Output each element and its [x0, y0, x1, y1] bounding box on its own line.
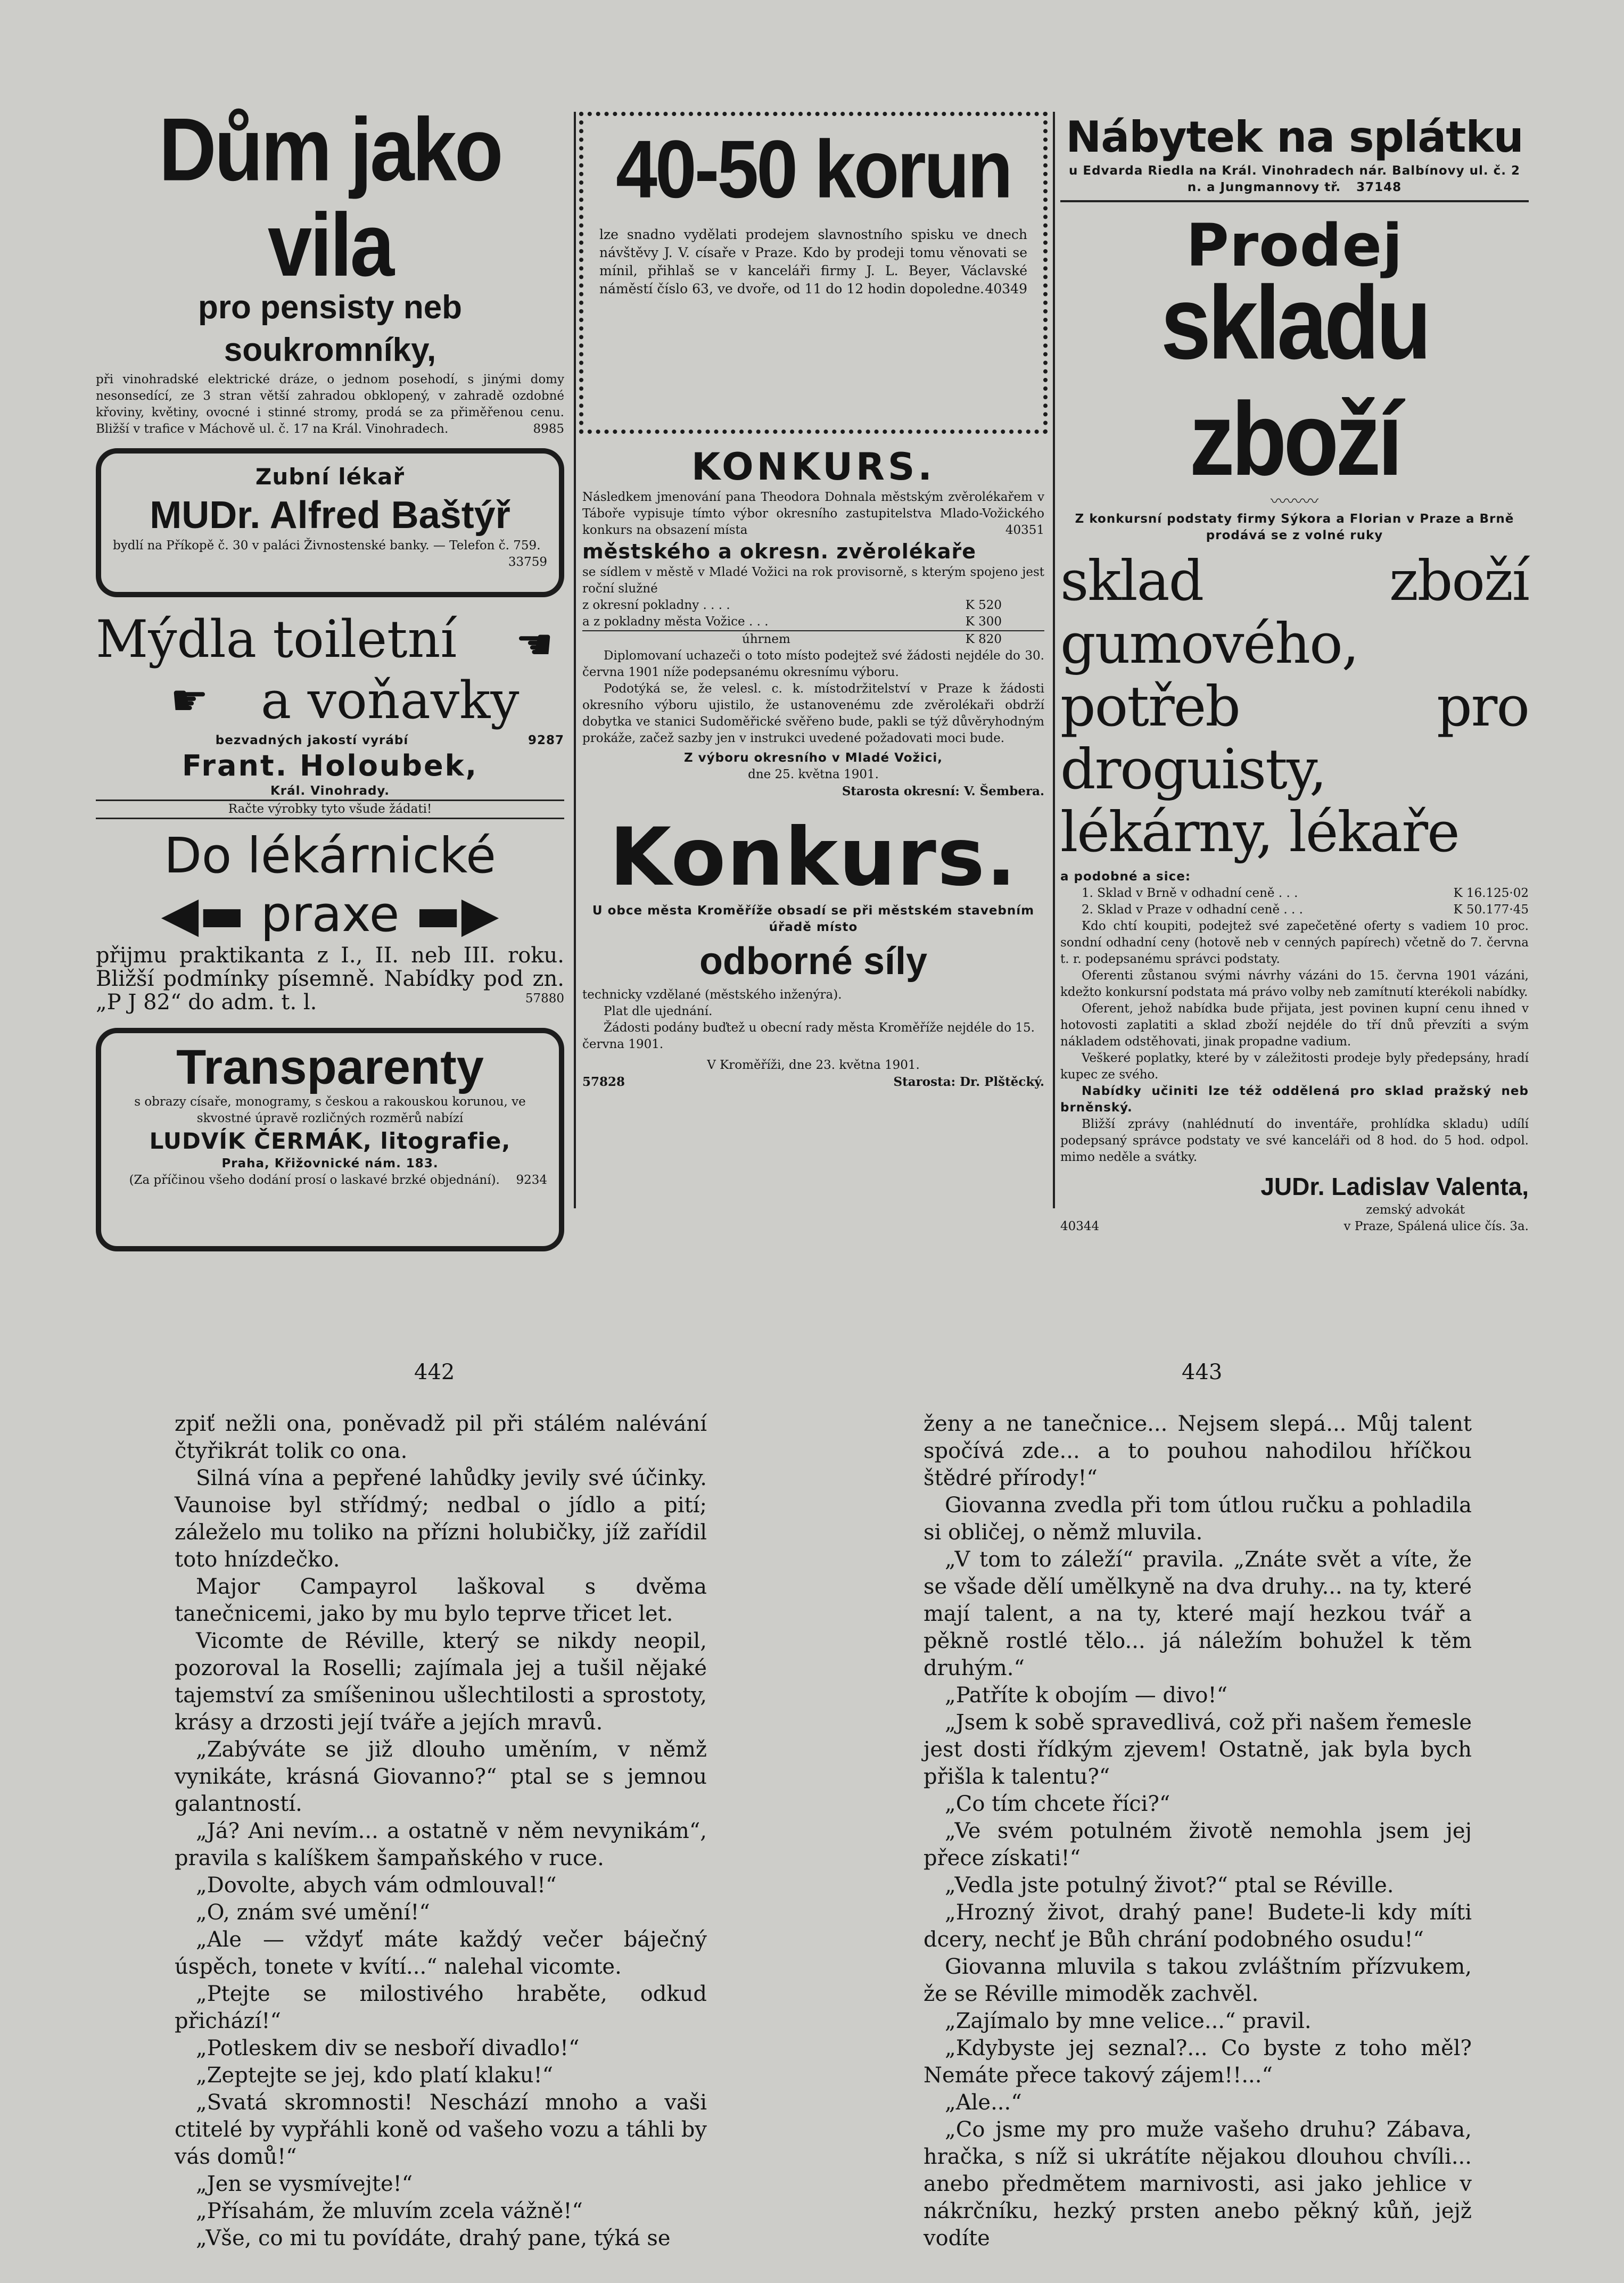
ad-prodej-footer: [1060, 1218, 1529, 1235]
ad-mydla-line1: Mýdla toiletní ☚: [96, 610, 564, 669]
ad-korun-title: 40-50 korun: [616, 123, 1011, 215]
ads-column-3: [1060, 112, 1529, 1233]
ad-praxe-code: 57880: [525, 992, 564, 1005]
book-page-right: [924, 1411, 1472, 2251]
ad-transp-address: Praha, Křižovnické nám. 183.: [221, 1157, 439, 1171]
ad-prodej-code: 40344: [1060, 1219, 1100, 1233]
ad-mydla: [96, 610, 564, 819]
ad-zubni-name: MUDr. Alfred Baštýř: [150, 494, 510, 537]
ad-dum-jako-vila: [96, 99, 564, 438]
ad-nabytek-code: 37148: [1356, 180, 1402, 194]
ad-konkurs2-text2: technicky vzdělané (městského inženýra).: [582, 988, 842, 1002]
ad-mydla-line2: ☛ a voňavky: [96, 669, 564, 732]
ad-konkurs1-row2: a z pokladny města Vožice . . . K 300: [582, 615, 1002, 629]
ad-konkurs2-title: Konkurs.: [609, 811, 1018, 904]
book-page-left: [175, 1411, 707, 2251]
ad-prodej-address: v Praze, Spálená ulice čís. 3a.: [1343, 1219, 1529, 1233]
pointing-hand-icon: ☛: [170, 675, 209, 725]
book-right-para: „Hrozný život, drahý pane! Budete-li kdy míti dcery, nechť je Bůh chrání podobného osudu!“: [924, 1900, 1472, 1952]
ad-konkurs1-date: dne 25. května 1901.: [748, 768, 879, 781]
page-number-left: 442: [414, 1360, 455, 1384]
ad-konkurs-kromeriz: [579, 812, 1048, 1090]
book-right-para: „Kdybyste jej seznal?... Co byste z toho měl? Nemáte přece takový zájem!!...“: [924, 2036, 1472, 2088]
book-right-para: „Patříte k obojím — divo!“: [945, 1683, 1228, 1708]
ad-mydla-sub: bezvadných jakostí vyrábí 9287: [96, 732, 564, 749]
book-right-para: „Zajímalo by mne velice...“ pravil.: [945, 2009, 1312, 2033]
ad-mydla-code: 9287: [527, 733, 564, 747]
ad-prodej-intro: Z konkursní podstaty firmy Sýkora a Florian v Praze a Brně prodává se z volné ruky: [1075, 512, 1514, 542]
ad-praxe-title2-row: ◀▬ praxe ▬▶: [161, 886, 499, 943]
ad-transp-firm: LUDVÍK ČERMÁK, litografie,: [149, 1128, 511, 1154]
ad-mydla-place: Král. Vinohrady.: [270, 784, 390, 798]
book-left-para: „Zeptejte se jej, kdo platí klaku!“: [196, 2063, 554, 2088]
book-right-para: „V tom to záleží“ pravila. „Znáte svět a víte, že se všade dělí umělkyně na dva druhy... na ty, které mají talent, a na ty, které mají hezkou tvář a pěkně rostlé tělo... já náležím bohužel k těm druhým.“: [924, 1547, 1472, 1680]
ad-prodej-p6: Bližší zprávy (nahlédnutí do inventáře, prohlídka skladu) udílí podepsaný správce podstaty ve své kanceláři od 8 hod. do 5 hod. odpol. mimo neděle a svátky.: [1060, 1117, 1529, 1164]
ad-konkurs2-text3: Plat dle ujednání.: [604, 1004, 713, 1018]
book-left-para: „Já? Ani nevím... a ostatně v něm nevynikám“, pravila s kalíškem šampaňského v ruce.: [175, 1819, 707, 1870]
ad-konkurs1-text2: se sídlem v městě v Mladé Vožici na rok provisorně, s kterým spojeno jest roční služné: [582, 565, 1044, 596]
ad-dum-code: 8985: [533, 422, 564, 436]
arrow-right-icon: ▬▶: [415, 886, 499, 943]
ad-prodej-sign2: zemský advokát: [1366, 1203, 1465, 1217]
ad-prodej-big: sklad zboží gumového, potřeb pro droguisty, lékárny, lékaře: [1060, 548, 1529, 864]
ad-skladu-title: skladu zboží: [1160, 265, 1429, 498]
ad-konkurs1-code: 40351: [1005, 523, 1044, 537]
ad-zubni-lekar: [96, 448, 564, 597]
ad-zubni-code: 33759: [508, 555, 547, 569]
ad-dum-title: Dům jako vila: [159, 99, 501, 295]
book-left-para: „Zabýváte se již dlouho uměním, v němž vynikáte, krásná Giovanno?“ ptal se s jemnou galantností.: [175, 1737, 707, 1816]
ad-prodej-rintro: a podobné a sice:: [1060, 870, 1191, 884]
ad-prodej-p3: Oferent, jehož nabídka bude přijata, jest povinen kupní cenu ihned v hotovosti zaplatiti a sklad zboží nejdéle do tří dnů převzíti a svým nákladem odstěhovati, jinak propadne vadium.: [1060, 1002, 1529, 1049]
ad-konkurs2-sign: Starosta: Dr. Plštěcký.: [893, 1075, 1044, 1089]
book-right-para: „Co jsme my pro muže vašeho druhu? Zábava, hračka, s níž si ukrátíte nějakou dlouhou chvíli... anebo předmětem marnivosti, asi jako jehlice v nákrčníku, hezký prsten anebo pěkný kůň, jejž vodíte: [924, 2117, 1472, 2251]
ad-konkurs2-bold: odborné síly: [699, 940, 928, 983]
ad-konkurs1-sign1: Z výboru okresního v Mladé Vožici,: [683, 751, 943, 765]
ad-transp-title: Transparenty: [176, 1040, 484, 1094]
ad-nabytek-title: Nábytek na splátku: [1066, 112, 1523, 162]
ad-praxe-title1: Do lékárnické: [164, 827, 496, 884]
book-left-para: „Svatá skromnosti! Neschází mnoho a vaši ctitelé by vypřáhli koně od vašeho vozu a táhli by vás domů!“: [175, 2090, 707, 2169]
ad-nabytek-sub: u Edvarda Riedla na Král. Vinohradech nár. Balbínovy ul. č. 2 n. a Jungmannovy tř. 37148: [1060, 163, 1529, 202]
ad-transparenty: [96, 1028, 564, 1251]
ad-konkurs-zverolekar: [579, 444, 1048, 800]
ad-transp-code: 9234: [516, 1173, 547, 1187]
ad-konkurs1-title: KONKURS.: [691, 445, 935, 489]
book-left-para: „Vše, co mi tu povídáte, drahý pane, týká se: [196, 2226, 671, 2251]
ad-praxe: [96, 827, 564, 1014]
ad-transp-note: (Za příčinou všeho dodání prosí o laskavé brzké objednání). 9234: [113, 1172, 547, 1189]
book-left-para: „Ale — vždyť máte každý večer báječný úspěch, tonete v kvítí...“ nalehal vicomte.: [175, 1927, 707, 1979]
book-left-para: Vicomte de Réville, který se nikdy neopil, pozoroval la Roselli; zajímala jej a tušil nějaké tajemství za smíšeninou ušlechtilosti a sprostoty, krásy a drzosti její tváře a jejích mravů.: [175, 1629, 707, 1735]
ad-konkurs1-text: Následkem jmenování pana Theodora Dohnala městským zvěrolékařem v Táboře vypisuje tímto výbor okresního zastupitelstva Mlado-Vožického konkurs na obsazení místa 40351: [582, 489, 1044, 539]
ad-korun-code: 40349: [985, 281, 1027, 296]
ad-zubni-text: bydlí na Příkopě č. 30 v paláci Živnostenské banky. — Telefon č. 759. 33759: [113, 538, 547, 554]
book-right-para: „Jsem k sobě spravedlivá, což při našem řemesle jest dosti řídkým zjevem! Ostatně, jak byla bych přišla k talentu?“: [924, 1710, 1472, 1789]
book-right-para: „Co tím chcete říci?“: [945, 1792, 1170, 1816]
ad-konkurs1-sign2: Starosta okresní: V. Šembera.: [842, 784, 1044, 798]
ad-zubni-heading: Zubní lékař: [255, 464, 405, 490]
ad-prodej-row2: 2. Sklad v Praze v odhadní ceně . . . K 50.177·45: [1082, 903, 1529, 917]
book-left-para: „Dovolte, abych vám odmlouval!“: [196, 1873, 557, 1898]
column-divider-2: [1053, 112, 1055, 1208]
ad-40-50-korun: [579, 112, 1048, 434]
ad-mydla-note: Račte výrobky tyto všude žádati!: [96, 800, 564, 819]
book-right-para: „Ale...“: [945, 2090, 1022, 2115]
ad-prodej-sign: JUDr. Ladislav Valenta,: [1260, 1173, 1529, 1200]
ad-prodej-p2: Oferenti zůstanou svými návrhy vázáni do 15. června 1901 vázáni, kdežto konkursní podstata má právo volby neb zamítnutí kterékoli nabídky.: [1060, 969, 1529, 999]
ad-prodej-p4: Veškeré poplatky, které by v záležitosti prodeje byly předepsány, hradí kupec ze svého.: [1060, 1051, 1529, 1082]
book-right-para: Giovanna zvedla při tom útlou ručku a pohladila si obličej, o němž mluvila.: [924, 1493, 1472, 1545]
ad-korun-text: lze snadno vydělati prodejem slavnostního spisku ve dnech návštěvy J. V. císaře v Praze. Kdo by prodeji tomu věnovati se mínil, přihlaš se v kanceláři firmy J. L. Beyer, Václavské náměstí číslo 63, ve dvoře, od 11 do 12 hodin dopoledne. 40349: [599, 226, 1027, 298]
column-divider-1: [574, 112, 576, 1208]
ad-konkurs1-row1: z okresní pokladny . . . . K 520: [582, 598, 1002, 612]
book-left-para: „Ptejte se milostivého hraběte, odkud přichází!“: [175, 1982, 707, 2033]
ad-prodej-p1: Kdo chtí koupiti, podejtež své zapečetěné oferty s vadiem 10 proc. sondní odhadní ceny (hotově neb v cenných papírech) včetně do 7. června t. r. podepsanému správci podstaty.: [1060, 919, 1529, 966]
ad-transp-text: s obrazy císaře, monogramy, s českou a rakouskou korunou, ve skvostné úpravě rozličných rozměrů nabízí: [134, 1095, 526, 1125]
ornament-squiggle-icon: 〰〰〰: [1271, 492, 1318, 511]
book-left-para: zpiť nežli ona, poněvadž pil při stálém nalévání čtyřikrát tolik co ona.: [175, 1412, 707, 1463]
book-right-para: „Ve svém potulném životě nemohla jsem jej přece získati!“: [924, 1819, 1472, 1870]
ad-konkurs2-place: V Kroměříži, dne 23. května 1901.: [707, 1058, 920, 1072]
ad-praxe-text: přijmu praktikanta z I., II. neb III. roku. Bližší podmínky písemně. Nabídky pod zn. „P J 82“ do adm. t. l. 57880: [96, 943, 564, 1015]
ads-column-2: [579, 112, 1048, 1214]
ad-konkurs1-text3: Diplomovaní uchazeči o toto místo podejtež své žádosti nejdéle do 30. června 1901 níže podepsanému okresnímu výboru.: [582, 649, 1044, 679]
book-left-para: „Jen se vysmívejte!“: [196, 2172, 413, 2196]
arrow-left-icon: ◀▬: [161, 886, 245, 943]
ad-dum-subtitle: pro pensisty neb soukromníky,: [197, 289, 463, 368]
ad-konkurs2-text: U obce města Kroměříže obsadí se při městském stavebním úřadě místo: [592, 904, 1035, 934]
ad-konkurs2-text4: Žádosti podány buďtež u obecní rady města Kroměříže nejdéle do 15. června 1901.: [582, 1021, 1035, 1051]
book-left-para: Major Campayrol laškoval s dvěma tanečnicemi, jako by mu bylo teprve třicet let.: [175, 1575, 707, 1626]
book-left-para: „O, znám své umění!“: [196, 1900, 430, 1925]
page-number-right: 443: [1182, 1360, 1223, 1384]
ad-mydla-firm: Frant. Holoubek,: [182, 749, 479, 782]
ad-dum-text: při vinohradské elektrické dráze, o jednom posehodí, s jinými domy nesonsedící, ze 3 stran větší zahradou obklopený, v zahradě ozdobné křoviny, květiny, ovocné i stinné stromy, prodá se za přiměřenou cenu. Bližší v trafice v Máchově ul. č. 17 na Král. Vinohradech. 8985: [96, 372, 564, 438]
ad-konkurs1-bold: městského a okresn. zvěrolékaře: [582, 540, 977, 563]
book-right-para: Giovanna mluvila s takou zvláštním přízvukem, že se Réville mimoděk zachvěl.: [924, 1955, 1472, 2006]
ad-konkurs1-row3: úhrnem K 820: [582, 630, 1044, 648]
ad-konkurs2-footer: [582, 1074, 1044, 1090]
ads-column-1: [96, 99, 564, 1214]
book-left-para: „Přísahám, že mluvím zcela vážně!“: [196, 2199, 583, 2223]
ad-prodej-p5: Nabídky učiniti lze též oddělená pro sklad pražský neb brněnský.: [1060, 1084, 1529, 1115]
ad-prodej-title: Prodej: [1186, 211, 1403, 279]
book-left-para: Silná vína a pepřené lahůdky jevily své účinky. Vaunoise byl střídmý; nedbal o jídlo a pití; záleželo mu toliko na přízni holubičky, jíž zařídil toto hnízdečko.: [175, 1466, 707, 1572]
ad-konkurs1-text4: Podotýká se, že velesl. c. k. místodržitelství v Praze k žádosti okresního výboru ujistilo, že ustanovenému zde zvěrolékaři obdrží dobytka ve stanici Sudoměřické svěřeno bude, pakli se týž důvěryhodným prokáže, začež sazby jen v instrukci uvedené požadovati moci bude.: [582, 682, 1044, 745]
book-right-para: „Vedla jste potulný život?“ ptal se Réville.: [945, 1873, 1394, 1898]
ad-prodej-row1: 1. Sklad v Brně v odhadní ceně . . . K 16.125·02: [1082, 886, 1529, 900]
book-right-para: ženy a ne tanečnice... Nejsem slepá... Můj talent spočívá zde... a to pouhou nahodilou hříčkou štědré přírody!“: [924, 1412, 1472, 1490]
ad-konkurs2-code: 57828: [582, 1075, 625, 1089]
book-left-para: „Potleskem div se nesboří divadlo!“: [196, 2036, 580, 2061]
pointing-hand-icon: ☚: [515, 620, 554, 669]
